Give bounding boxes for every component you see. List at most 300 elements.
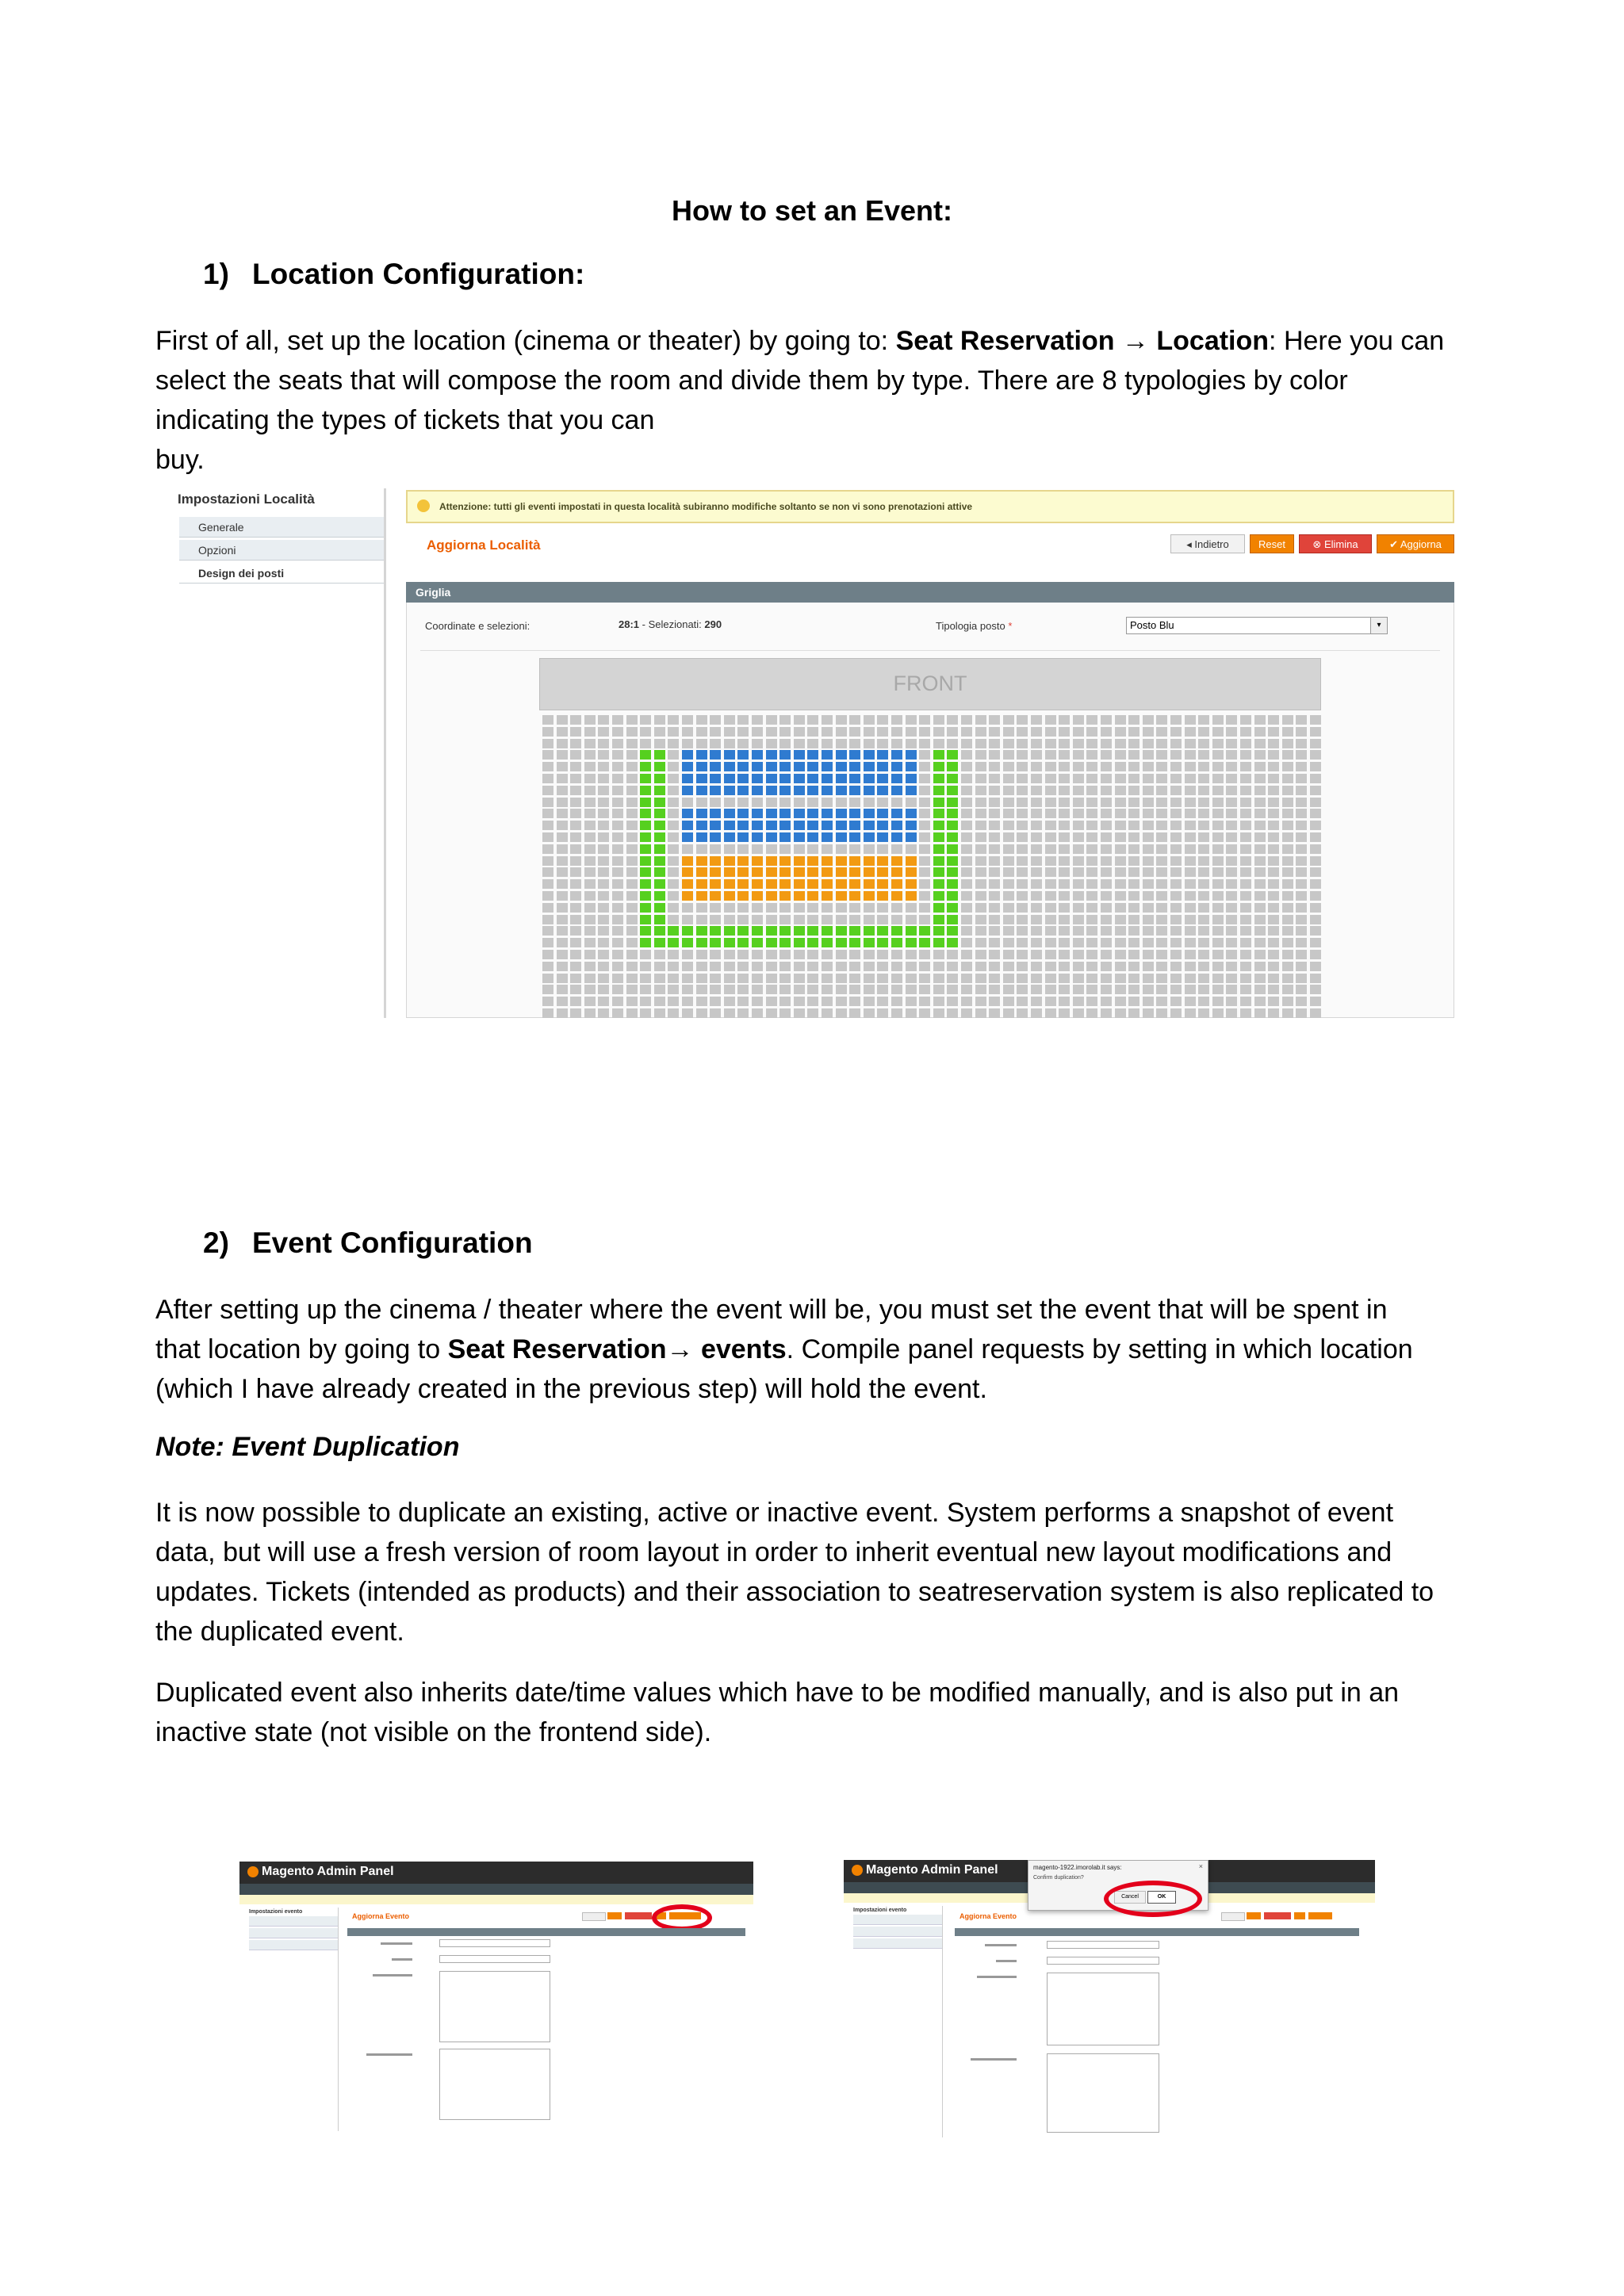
seat[interactable] bbox=[919, 786, 930, 795]
seat[interactable] bbox=[1198, 962, 1209, 971]
seat[interactable] bbox=[724, 950, 735, 959]
seat[interactable] bbox=[864, 926, 875, 936]
seat[interactable] bbox=[1254, 938, 1266, 947]
seat[interactable] bbox=[1310, 856, 1321, 866]
seat[interactable] bbox=[1073, 1008, 1084, 1018]
seat[interactable] bbox=[807, 974, 818, 983]
seat[interactable] bbox=[1170, 856, 1182, 866]
seat[interactable] bbox=[1156, 786, 1167, 795]
seat[interactable] bbox=[654, 938, 665, 947]
seat[interactable] bbox=[1143, 774, 1154, 783]
seat[interactable] bbox=[822, 903, 833, 913]
seat[interactable] bbox=[682, 809, 693, 818]
seat[interactable] bbox=[779, 832, 791, 842]
seat[interactable] bbox=[933, 832, 944, 842]
seat[interactable] bbox=[919, 867, 930, 877]
seat[interactable] bbox=[1115, 786, 1126, 795]
seat[interactable] bbox=[1240, 774, 1251, 783]
seat[interactable] bbox=[557, 832, 568, 842]
seat[interactable] bbox=[779, 926, 791, 936]
seat[interactable] bbox=[542, 950, 553, 959]
seat[interactable] bbox=[933, 727, 944, 737]
seat[interactable] bbox=[1170, 962, 1182, 971]
seat[interactable] bbox=[1296, 844, 1307, 854]
seat[interactable] bbox=[1115, 867, 1126, 877]
seat[interactable] bbox=[1296, 750, 1307, 760]
seat[interactable] bbox=[640, 962, 651, 971]
seat[interactable] bbox=[654, 832, 665, 842]
seat[interactable] bbox=[766, 774, 777, 783]
short-description-textarea[interactable] bbox=[439, 2049, 550, 2120]
seat[interactable] bbox=[724, 809, 735, 818]
seat[interactable] bbox=[724, 856, 735, 866]
seat[interactable] bbox=[1143, 715, 1154, 725]
seat[interactable] bbox=[557, 856, 568, 866]
seat[interactable] bbox=[542, 985, 553, 994]
seat[interactable] bbox=[598, 832, 609, 842]
seat[interactable] bbox=[975, 867, 986, 877]
seat[interactable] bbox=[836, 821, 847, 830]
seat[interactable] bbox=[919, 798, 930, 807]
seat[interactable] bbox=[1003, 962, 1014, 971]
seat[interactable] bbox=[822, 985, 833, 994]
seat[interactable] bbox=[668, 786, 679, 795]
seat[interactable] bbox=[1268, 915, 1279, 924]
seat[interactable] bbox=[1017, 762, 1028, 771]
seat[interactable] bbox=[584, 739, 596, 748]
seat[interactable] bbox=[807, 739, 818, 748]
seat[interactable] bbox=[626, 985, 638, 994]
seat[interactable] bbox=[779, 938, 791, 947]
seat[interactable] bbox=[682, 950, 693, 959]
seat[interactable] bbox=[1282, 832, 1293, 842]
seat[interactable] bbox=[1101, 891, 1112, 901]
seat[interactable] bbox=[877, 774, 888, 783]
seat[interactable] bbox=[1198, 985, 1209, 994]
seat[interactable] bbox=[1101, 821, 1112, 830]
seat[interactable] bbox=[836, 832, 847, 842]
seat[interactable] bbox=[919, 1008, 930, 1018]
seat[interactable] bbox=[975, 786, 986, 795]
seat[interactable] bbox=[668, 915, 679, 924]
seat[interactable] bbox=[612, 809, 623, 818]
seat[interactable] bbox=[849, 809, 860, 818]
seat[interactable] bbox=[1128, 798, 1139, 807]
seat[interactable] bbox=[1212, 762, 1224, 771]
seat[interactable] bbox=[737, 762, 749, 771]
seat[interactable] bbox=[584, 867, 596, 877]
seat[interactable] bbox=[975, 844, 986, 854]
seat[interactable] bbox=[1170, 997, 1182, 1006]
seat[interactable] bbox=[1296, 985, 1307, 994]
seat[interactable] bbox=[877, 786, 888, 795]
seat[interactable] bbox=[710, 844, 721, 854]
seat[interactable] bbox=[989, 997, 1000, 1006]
seat[interactable] bbox=[947, 750, 958, 760]
seat[interactable] bbox=[1003, 926, 1014, 936]
seat[interactable] bbox=[1282, 856, 1293, 866]
seat[interactable] bbox=[1240, 938, 1251, 947]
seat[interactable] bbox=[1045, 926, 1056, 936]
seat[interactable] bbox=[864, 985, 875, 994]
seat[interactable] bbox=[1156, 809, 1167, 818]
seat[interactable] bbox=[849, 974, 860, 983]
seat[interactable] bbox=[612, 903, 623, 913]
seat[interactable] bbox=[1240, 950, 1251, 959]
seat[interactable] bbox=[724, 750, 735, 760]
seat[interactable] bbox=[1226, 950, 1237, 959]
seat[interactable] bbox=[584, 915, 596, 924]
seat[interactable] bbox=[640, 715, 651, 725]
seat[interactable] bbox=[1086, 727, 1097, 737]
seat[interactable] bbox=[626, 715, 638, 725]
seat[interactable] bbox=[1185, 1008, 1196, 1018]
save-button[interactable]: ✔ Aggiorna bbox=[1377, 534, 1454, 553]
seat[interactable] bbox=[668, 926, 679, 936]
seat[interactable] bbox=[933, 715, 944, 725]
seat[interactable] bbox=[1310, 962, 1321, 971]
seat[interactable] bbox=[822, 867, 833, 877]
seat[interactable] bbox=[891, 1008, 902, 1018]
seat[interactable] bbox=[668, 832, 679, 842]
seat[interactable] bbox=[570, 844, 581, 854]
seat[interactable] bbox=[737, 926, 749, 936]
seat[interactable] bbox=[1185, 962, 1196, 971]
seat[interactable] bbox=[1240, 1008, 1251, 1018]
seat[interactable] bbox=[1031, 832, 1042, 842]
seat[interactable] bbox=[1170, 891, 1182, 901]
seat[interactable] bbox=[919, 962, 930, 971]
seat[interactable] bbox=[864, 1008, 875, 1018]
seat[interactable] bbox=[836, 727, 847, 737]
seat[interactable] bbox=[1086, 821, 1097, 830]
seat[interactable] bbox=[542, 938, 553, 947]
seat[interactable] bbox=[864, 938, 875, 947]
seat[interactable] bbox=[1003, 891, 1014, 901]
seat[interactable] bbox=[1101, 962, 1112, 971]
seat[interactable] bbox=[989, 844, 1000, 854]
seat[interactable] bbox=[989, 950, 1000, 959]
seat[interactable] bbox=[961, 727, 972, 737]
seat[interactable] bbox=[1156, 879, 1167, 889]
seat[interactable] bbox=[1031, 750, 1042, 760]
seat[interactable] bbox=[752, 798, 763, 807]
seat[interactable] bbox=[947, 739, 958, 748]
seat[interactable] bbox=[836, 1008, 847, 1018]
seat[interactable] bbox=[1128, 867, 1139, 877]
seat[interactable] bbox=[570, 974, 581, 983]
seat[interactable] bbox=[640, 867, 651, 877]
seat[interactable] bbox=[864, 974, 875, 983]
seat[interactable] bbox=[737, 856, 749, 866]
seat[interactable] bbox=[710, 903, 721, 913]
seat[interactable] bbox=[1156, 974, 1167, 983]
seat[interactable] bbox=[710, 798, 721, 807]
seat[interactable] bbox=[1128, 727, 1139, 737]
seat[interactable] bbox=[640, 832, 651, 842]
seat[interactable] bbox=[836, 715, 847, 725]
seat[interactable] bbox=[807, 962, 818, 971]
seat[interactable] bbox=[542, 867, 553, 877]
seat[interactable] bbox=[919, 774, 930, 783]
seat[interactable] bbox=[696, 879, 707, 889]
seat[interactable] bbox=[654, 997, 665, 1006]
seat[interactable] bbox=[584, 750, 596, 760]
seat[interactable] bbox=[1101, 879, 1112, 889]
seat[interactable] bbox=[1226, 821, 1237, 830]
seat[interactable] bbox=[1143, 891, 1154, 901]
seat[interactable] bbox=[1059, 844, 1070, 854]
seat[interactable] bbox=[975, 1008, 986, 1018]
seat[interactable] bbox=[1143, 832, 1154, 842]
seat[interactable] bbox=[654, 867, 665, 877]
seat[interactable] bbox=[1073, 774, 1084, 783]
seat[interactable] bbox=[1226, 867, 1237, 877]
seat[interactable] bbox=[682, 962, 693, 971]
seat[interactable] bbox=[961, 798, 972, 807]
seat[interactable] bbox=[807, 915, 818, 924]
seat[interactable] bbox=[1045, 856, 1056, 866]
seat[interactable] bbox=[919, 762, 930, 771]
seat[interactable] bbox=[1156, 774, 1167, 783]
seat[interactable] bbox=[1003, 879, 1014, 889]
seat[interactable] bbox=[737, 985, 749, 994]
seat[interactable] bbox=[877, 762, 888, 771]
seat[interactable] bbox=[1170, 774, 1182, 783]
seat[interactable] bbox=[1059, 985, 1070, 994]
seat[interactable] bbox=[836, 997, 847, 1006]
seat[interactable] bbox=[766, 727, 777, 737]
seat[interactable] bbox=[779, 1008, 791, 1018]
seat[interactable] bbox=[557, 962, 568, 971]
seat[interactable] bbox=[1031, 715, 1042, 725]
seat[interactable] bbox=[1086, 739, 1097, 748]
seat[interactable] bbox=[1310, 926, 1321, 936]
seat[interactable] bbox=[1268, 962, 1279, 971]
seat[interactable] bbox=[1045, 985, 1056, 994]
seat[interactable] bbox=[877, 739, 888, 748]
seat[interactable] bbox=[752, 903, 763, 913]
seat[interactable] bbox=[696, 974, 707, 983]
seat[interactable] bbox=[752, 786, 763, 795]
seat[interactable] bbox=[906, 844, 917, 854]
seat[interactable] bbox=[807, 821, 818, 830]
seat[interactable] bbox=[1185, 727, 1196, 737]
seat[interactable] bbox=[1254, 1008, 1266, 1018]
seat[interactable] bbox=[989, 821, 1000, 830]
seat[interactable] bbox=[766, 974, 777, 983]
seat[interactable] bbox=[626, 938, 638, 947]
seat[interactable] bbox=[919, 926, 930, 936]
seat[interactable] bbox=[612, 1008, 623, 1018]
seat[interactable] bbox=[947, 891, 958, 901]
seat[interactable] bbox=[864, 786, 875, 795]
seat[interactable] bbox=[570, 715, 581, 725]
seat[interactable] bbox=[822, 727, 833, 737]
seat[interactable] bbox=[807, 926, 818, 936]
seat[interactable] bbox=[612, 727, 623, 737]
seat[interactable] bbox=[919, 938, 930, 947]
seat[interactable] bbox=[1128, 832, 1139, 842]
seat[interactable] bbox=[710, 809, 721, 818]
seat[interactable] bbox=[919, 903, 930, 913]
seat[interactable] bbox=[1282, 715, 1293, 725]
seat[interactable] bbox=[1198, 844, 1209, 854]
seat[interactable] bbox=[836, 856, 847, 866]
seat[interactable] bbox=[1101, 786, 1112, 795]
seat[interactable] bbox=[626, 750, 638, 760]
seat[interactable] bbox=[906, 798, 917, 807]
seat[interactable] bbox=[1268, 1008, 1279, 1018]
seat[interactable] bbox=[1017, 915, 1028, 924]
seat[interactable] bbox=[696, 762, 707, 771]
seat[interactable] bbox=[696, 867, 707, 877]
seat[interactable] bbox=[807, 938, 818, 947]
seat[interactable] bbox=[737, 809, 749, 818]
seat[interactable] bbox=[682, 926, 693, 936]
seat[interactable] bbox=[1128, 938, 1139, 947]
seat[interactable] bbox=[584, 985, 596, 994]
seat[interactable] bbox=[1282, 903, 1293, 913]
seat[interactable] bbox=[1156, 739, 1167, 748]
seat[interactable] bbox=[822, 762, 833, 771]
seat[interactable] bbox=[794, 950, 805, 959]
seat[interactable] bbox=[737, 798, 749, 807]
seat[interactable] bbox=[1115, 715, 1126, 725]
seat[interactable] bbox=[975, 821, 986, 830]
seat[interactable] bbox=[779, 950, 791, 959]
seat[interactable] bbox=[737, 879, 749, 889]
seat[interactable] bbox=[1156, 997, 1167, 1006]
seat[interactable] bbox=[1296, 950, 1307, 959]
seat[interactable] bbox=[752, 985, 763, 994]
seat[interactable] bbox=[766, 997, 777, 1006]
seat[interactable] bbox=[975, 856, 986, 866]
seat[interactable] bbox=[640, 891, 651, 901]
seat[interactable] bbox=[794, 974, 805, 983]
seat[interactable] bbox=[752, 867, 763, 877]
seat[interactable] bbox=[1254, 891, 1266, 901]
seat[interactable] bbox=[1198, 821, 1209, 830]
seat[interactable] bbox=[975, 962, 986, 971]
seat[interactable] bbox=[1212, 985, 1224, 994]
seat[interactable] bbox=[849, 844, 860, 854]
seat[interactable] bbox=[668, 903, 679, 913]
seat[interactable] bbox=[779, 915, 791, 924]
seat[interactable] bbox=[989, 798, 1000, 807]
seat[interactable] bbox=[1156, 985, 1167, 994]
seat[interactable] bbox=[1212, 821, 1224, 830]
seat[interactable] bbox=[989, 938, 1000, 947]
seat[interactable] bbox=[1296, 867, 1307, 877]
seat[interactable] bbox=[822, 962, 833, 971]
seat[interactable] bbox=[807, 798, 818, 807]
seat[interactable] bbox=[682, 832, 693, 842]
seat[interactable] bbox=[849, 985, 860, 994]
seat[interactable] bbox=[1101, 750, 1112, 760]
seat[interactable] bbox=[1017, 903, 1028, 913]
seat[interactable] bbox=[1156, 844, 1167, 854]
seat[interactable] bbox=[1185, 950, 1196, 959]
seat[interactable] bbox=[919, 879, 930, 889]
seat[interactable] bbox=[752, 739, 763, 748]
seat[interactable] bbox=[1059, 926, 1070, 936]
seat[interactable] bbox=[933, 750, 944, 760]
seat[interactable] bbox=[612, 926, 623, 936]
seat[interactable] bbox=[570, 821, 581, 830]
seat[interactable] bbox=[612, 762, 623, 771]
seat[interactable] bbox=[975, 903, 986, 913]
seat[interactable] bbox=[849, 715, 860, 725]
seat[interactable] bbox=[933, 997, 944, 1006]
seat[interactable] bbox=[542, 809, 553, 818]
seat[interactable] bbox=[766, 903, 777, 913]
seat[interactable] bbox=[598, 727, 609, 737]
seat[interactable] bbox=[710, 950, 721, 959]
seat[interactable] bbox=[947, 762, 958, 771]
seat[interactable] bbox=[906, 774, 917, 783]
seat[interactable] bbox=[654, 844, 665, 854]
seat[interactable] bbox=[822, 798, 833, 807]
seat[interactable] bbox=[1115, 962, 1126, 971]
seat[interactable] bbox=[766, 715, 777, 725]
seat[interactable] bbox=[989, 774, 1000, 783]
seat[interactable] bbox=[906, 739, 917, 748]
seat[interactable] bbox=[975, 985, 986, 994]
seat[interactable] bbox=[836, 985, 847, 994]
seat[interactable] bbox=[1282, 844, 1293, 854]
seat[interactable] bbox=[1254, 821, 1266, 830]
seat[interactable] bbox=[864, 832, 875, 842]
seat[interactable] bbox=[654, 715, 665, 725]
seat[interactable] bbox=[612, 856, 623, 866]
seat[interactable] bbox=[1296, 915, 1307, 924]
short-description-textarea[interactable] bbox=[1047, 2053, 1159, 2133]
seat[interactable] bbox=[1031, 844, 1042, 854]
seat[interactable] bbox=[1185, 974, 1196, 983]
seat[interactable] bbox=[1031, 903, 1042, 913]
seat[interactable] bbox=[1212, 1008, 1224, 1018]
seat[interactable] bbox=[724, 879, 735, 889]
seat[interactable] bbox=[598, 879, 609, 889]
seat[interactable] bbox=[906, 950, 917, 959]
seat[interactable] bbox=[1128, 750, 1139, 760]
seat[interactable] bbox=[696, 715, 707, 725]
seat[interactable] bbox=[779, 715, 791, 725]
seat[interactable] bbox=[710, 821, 721, 830]
seat[interactable] bbox=[989, 750, 1000, 760]
seat[interactable] bbox=[724, 798, 735, 807]
seat[interactable] bbox=[1101, 985, 1112, 994]
seat[interactable] bbox=[1185, 891, 1196, 901]
seat[interactable] bbox=[1254, 739, 1266, 748]
seat[interactable] bbox=[1086, 867, 1097, 877]
seat[interactable] bbox=[864, 891, 875, 901]
seat[interactable] bbox=[1185, 809, 1196, 818]
seat[interactable] bbox=[933, 821, 944, 830]
seat[interactable] bbox=[1143, 809, 1154, 818]
seat[interactable] bbox=[807, 844, 818, 854]
seat[interactable] bbox=[1017, 844, 1028, 854]
seat[interactable] bbox=[766, 891, 777, 901]
seat[interactable] bbox=[640, 1008, 651, 1018]
seat[interactable] bbox=[1017, 774, 1028, 783]
seat[interactable] bbox=[1031, 926, 1042, 936]
seat[interactable] bbox=[626, 997, 638, 1006]
seat[interactable] bbox=[1268, 856, 1279, 866]
seat[interactable] bbox=[989, 867, 1000, 877]
seat[interactable] bbox=[947, 950, 958, 959]
